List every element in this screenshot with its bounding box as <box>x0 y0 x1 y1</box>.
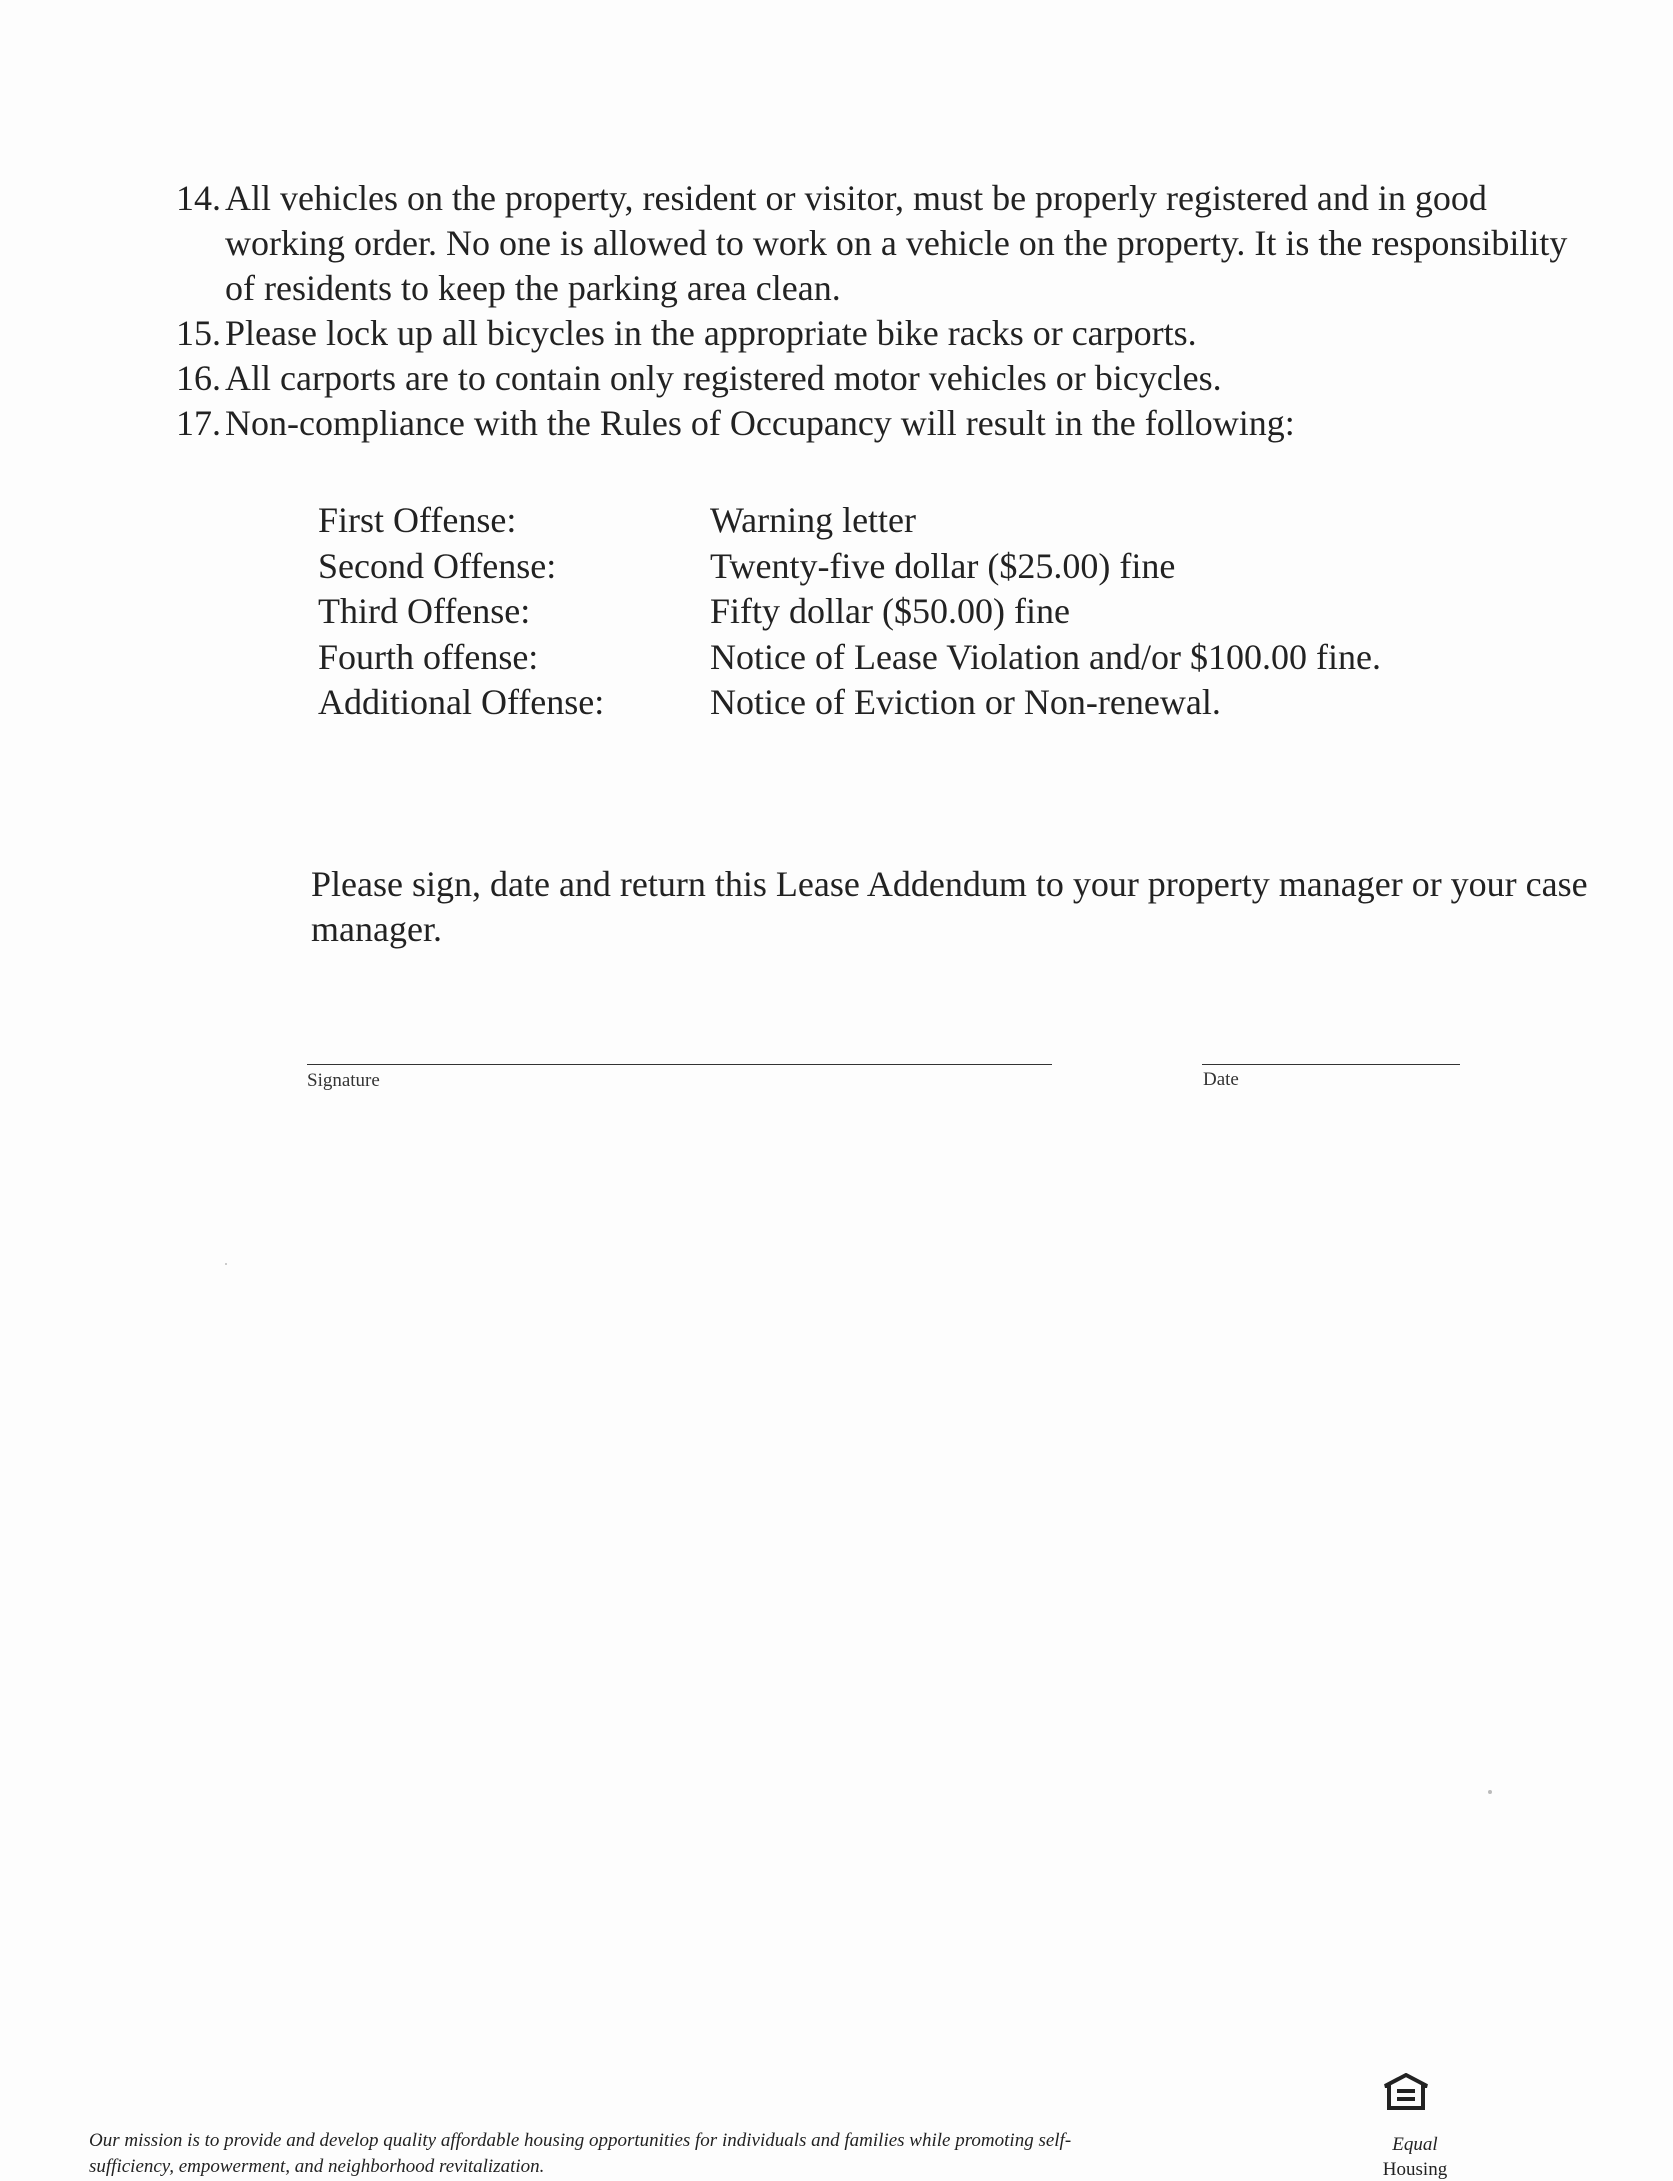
rule-item <box>176 176 1596 311</box>
offense-row <box>318 498 1381 544</box>
rule-text: Please lock up all bicycles in the appropriate bike racks or carports. <box>225 313 1197 353</box>
date-line[interactable] <box>1202 1064 1460 1065</box>
offense-penalty: Fifty dollar ($50.00) fine <box>710 591 1070 631</box>
offense-penalty: Notice of Eviction or Non-renewal. <box>710 682 1221 722</box>
mission-statement: Our mission is to provide and develop quality affordable housing opportunities for individuals and families while promoting self-sufficiency, empowerment, and neighborhood revitalization. <box>89 2130 1072 2177</box>
offense-row <box>318 680 1381 726</box>
rule-item <box>176 311 1596 356</box>
return-instruction: Please sign, date and return this Lease Addendum to your property manager or your case manager. <box>311 864 1588 949</box>
rule-text: All vehicles on the property, resident or visitor, must be properly registered and in good working order. No one is allowed to work on a vehicle on the property. It is the responsibility of residents to keep the parking area clean. <box>225 178 1568 308</box>
offense-row <box>318 635 1381 681</box>
offense-label: Second Offense: <box>318 545 557 586</box>
date-label: Date <box>1203 1069 1239 1090</box>
offense-label: First Offense: <box>318 500 517 540</box>
rule-number: 14. <box>176 178 221 218</box>
rule-number: 16. <box>176 358 221 398</box>
offense-penalty: Notice of Lease Violation and/or $100.00 fine. <box>710 636 1381 677</box>
scan-speck <box>1488 1790 1492 1794</box>
signature-label: Signature <box>307 1070 380 1091</box>
equal-housing-icon <box>1383 2073 1429 2111</box>
scan-speck <box>225 1263 227 1265</box>
rule-text: All carports are to contain only registered motor vehicles or bicycles. <box>225 358 1222 398</box>
offense-row <box>318 589 1381 635</box>
offense-label: Third Offense: <box>318 591 531 631</box>
rules-list <box>176 176 1596 446</box>
rule-number: 17. <box>176 403 221 443</box>
rule-item <box>176 401 1596 446</box>
rule-number: 15. <box>176 313 221 353</box>
signature-line[interactable] <box>307 1064 1052 1065</box>
rule-text: Non-compliance with the Rules of Occupancy will result in the following: <box>225 403 1295 443</box>
rule-item <box>176 356 1596 401</box>
offense-label: Additional Offense: <box>318 682 605 722</box>
equal-housing-label <box>1360 2132 1470 2181</box>
equal-housing-line1: Equal <box>1392 2134 1438 2155</box>
offense-row <box>318 544 1381 590</box>
offense-schedule <box>318 498 1381 726</box>
equal-housing-line2: Housing <box>1382 2159 1448 2180</box>
offense-penalty: Twenty-five dollar ($25.00) fine <box>710 545 1176 586</box>
offense-label: Fourth offense: <box>318 636 539 677</box>
offense-penalty: Warning letter <box>710 500 917 540</box>
